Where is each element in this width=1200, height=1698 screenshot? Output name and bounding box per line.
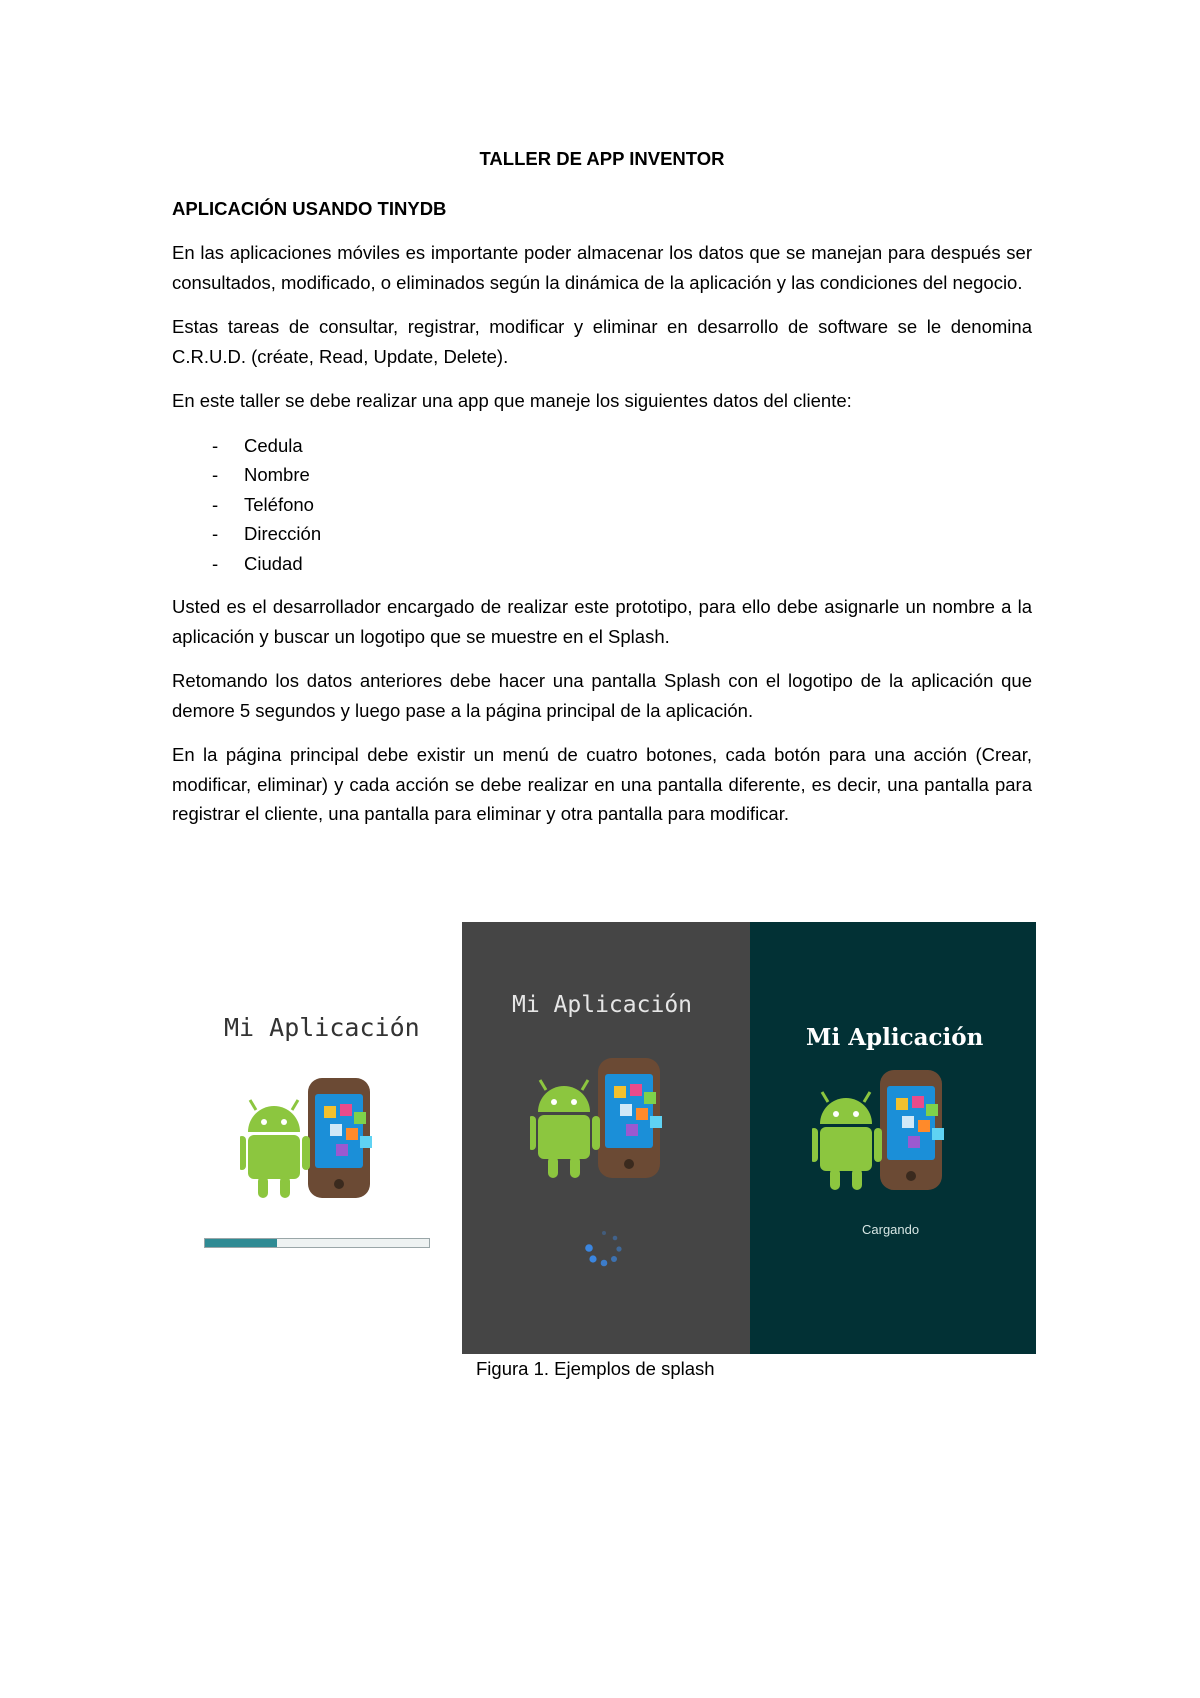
- paragraph-developer: Usted es el desarrollador encargado de realizar este prototipo, para ello debe asignarle un nombre a la aplicación y buscar un logotipo que se muestre en el Splash.: [172, 596, 1032, 647]
- splash-white-panel: [190, 990, 460, 1290]
- loading-label: Cargando: [862, 1222, 920, 1237]
- paragraph-intro: En las aplicaciones móviles es importante poder almacenar los datos que se manejan para después ser consultados, modificado, o eliminados según la dinámica de la aplicación y las condiciones del negocio.: [172, 242, 1032, 293]
- figure-caption: Figura 1. Ejemplos de splash: [476, 1358, 715, 1379]
- client-fields-list: [172, 431, 1032, 579]
- paragraph-crud: Estas tareas de consultar, registrar, modificar y eliminar en desarrollo de software se le denomina C.R.U.D. (créate, Read, Update, Delete).: [172, 316, 1032, 367]
- list-item: - Teléfono: [212, 493, 314, 515]
- document-title: TALLER DE APP INVENTOR: [479, 148, 725, 169]
- section-heading: APLICACIÓN USANDO TINYDB: [172, 197, 447, 219]
- list-item: - Nombre: [212, 464, 310, 485]
- splash-teal-title: Mi Aplicación: [806, 1024, 984, 1051]
- splash-white-title: Mi Aplicación: [224, 1013, 420, 1042]
- splash-teal-panel: [750, 922, 1036, 1354]
- splash-gray-panel: [462, 922, 750, 1354]
- list-item: - Ciudad: [212, 552, 303, 574]
- list-item: - Dirección: [212, 523, 322, 544]
- paragraph-splash: Retomando los datos anteriores debe hacer una pantalla Splash con el logotipo de la aplicación que demore 5 segundos y luego pase a la página principal de la aplicación.: [172, 670, 1032, 721]
- list-item: - Cedula: [212, 434, 303, 456]
- splash-gray-title: Mi Aplicación: [512, 992, 693, 1018]
- document-body: [172, 144, 1032, 844]
- paragraph-main-menu: En la página principal debe existir un menú de cuatro botones, cada botón para una acción (Crear, modificar, eliminar) y cada acción se debe realizar en una pantalla diferente, es decir, una pantalla para registrar el cliente, una pantalla para eliminar y otra pantalla para modificar.: [172, 744, 1032, 824]
- paragraph-data-fields: En este taller se debe realizar una app que maneje los siguientes datos del cliente:: [172, 390, 852, 411]
